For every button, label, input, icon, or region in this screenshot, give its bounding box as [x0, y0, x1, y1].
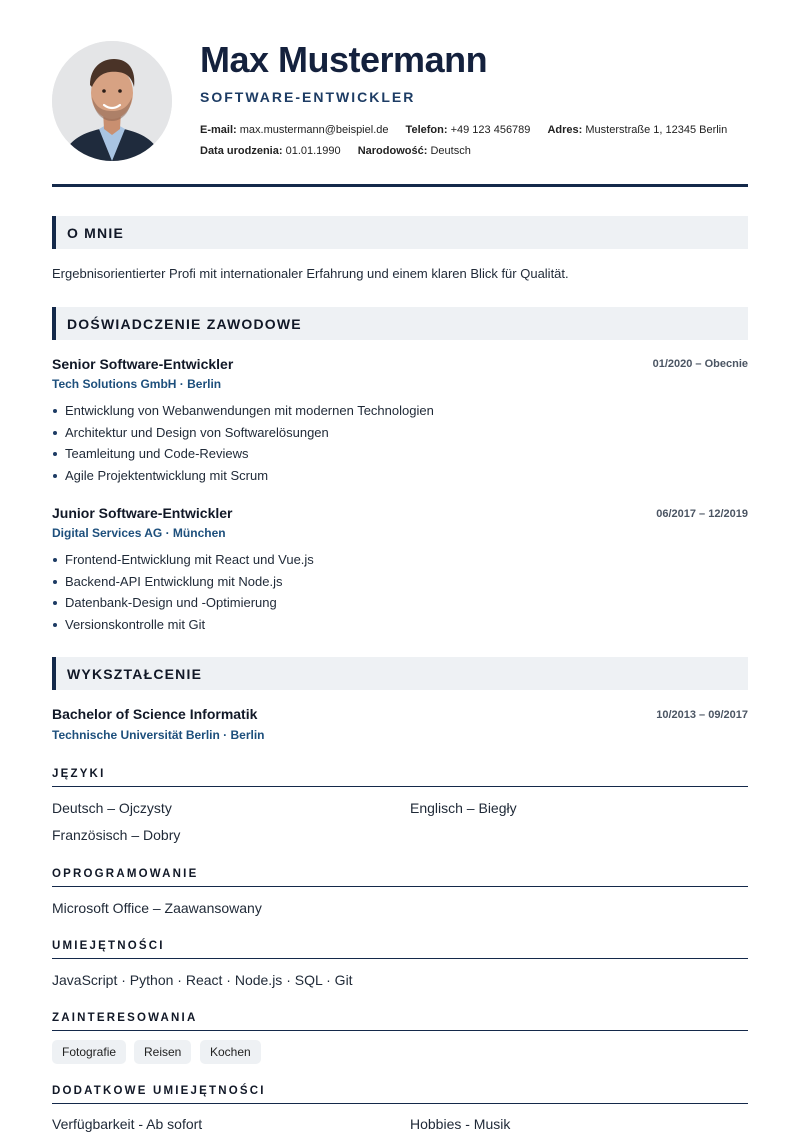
job-company: Digital Services AG · München — [52, 526, 226, 540]
contact-label: Data urodzenia: — [200, 145, 283, 157]
contact-value: 01.01.1990 — [285, 145, 341, 157]
section-title: DOŚWIADCZENIE ZAWODOWE — [67, 316, 302, 332]
section-additional — [52, 1085, 748, 1104]
skills-text: JavaScript · Python · React · Node.js · SQL · Git — [52, 972, 353, 988]
section-education — [52, 657, 748, 690]
candidate-role: SOFTWARE-ENTWICKLER — [200, 89, 416, 105]
list-item: Teamleitung und Code-Reviews — [52, 446, 434, 468]
section-title: JĘZYKI — [52, 768, 106, 780]
job-date: 06/2017 – 12/2019 — [656, 508, 748, 520]
section-software — [52, 868, 748, 887]
cv-page — [52, 0, 748, 1132]
cv-header — [52, 0, 748, 188]
contact-address — [547, 124, 727, 137]
interest-tags — [52, 1040, 748, 1064]
section-title: DODATKOWE UMIEJĘTNOŚCI — [52, 1085, 266, 1097]
contact-value: max.mustermann@beispiel.de — [239, 124, 389, 136]
contact-value: Deutsch — [430, 145, 471, 157]
interest-tag: Fotografie — [52, 1040, 126, 1064]
contact-email — [200, 124, 388, 137]
education-school: Technische Universität Berlin · Berlin — [52, 728, 265, 742]
contact-label: E-mail: — [200, 124, 237, 136]
contact-row — [200, 145, 741, 166]
software-item: Microsoft Office – Zaawansowany — [52, 900, 262, 916]
about-text: Ergebnisorientierter Profi mit internationaler Erfahrung und einem klaren Blick für Qualität. — [52, 266, 569, 281]
job-title: Senior Software-Entwickler — [52, 356, 234, 372]
list-item: Versionskontrolle mit Git — [52, 617, 314, 639]
contact-info — [200, 124, 741, 166]
language-item: Englisch – Biegły — [410, 800, 517, 816]
section-title: OPROGRAMOWANIE — [52, 868, 199, 880]
list-item: Backend-API Entwicklung mit Node.js — [52, 574, 314, 596]
candidate-name: Max Mustermann — [200, 39, 488, 80]
job-title: Junior Software-Entwickler — [52, 505, 233, 521]
job-company: Tech Solutions GmbH · Berlin — [52, 377, 222, 391]
contact-value: +49 123 456789 — [450, 124, 531, 136]
contact-nationality — [358, 145, 471, 158]
list-item: Datenbank-Design und -Optimierung — [52, 595, 314, 617]
header-divider — [52, 184, 748, 187]
section-experience — [52, 307, 748, 340]
additional-item: Verfügbarkeit - Ab sofort — [52, 1116, 203, 1132]
list-item: Entwicklung von Webanwendungen mit modernen Technologien — [52, 403, 434, 425]
section-languages — [52, 768, 748, 787]
section-title: UMIEJĘTNOŚCI — [52, 940, 165, 952]
section-title: ZAINTERESOWANIA — [52, 1012, 198, 1024]
contact-value: Musterstraße 1, 12345 Berlin — [585, 124, 728, 136]
section-about — [52, 216, 748, 249]
list-item: Frontend-Entwicklung mit React und Vue.js — [52, 552, 314, 574]
education-date: 10/2013 – 09/2017 — [656, 709, 748, 721]
job-bullets — [52, 552, 314, 639]
contact-label: Adres: — [547, 124, 583, 136]
list-item: Architektur und Design von Softwarelösungen — [52, 425, 434, 447]
contact-row — [200, 124, 741, 145]
section-title: WYKSZTAŁCENIE — [67, 666, 203, 682]
contact-label: Telefon: — [405, 124, 448, 136]
education-title: Bachelor of Science Informatik — [52, 706, 258, 722]
section-skills — [52, 940, 748, 959]
additional-item: Hobbies - Musik — [410, 1116, 511, 1132]
contact-phone — [406, 124, 531, 137]
interest-tag: Kochen — [200, 1040, 261, 1064]
contact-label: Narodowość: — [357, 145, 428, 157]
list-item: Agile Projektentwicklung mit Scrum — [52, 468, 434, 490]
job-bullets — [52, 403, 434, 490]
contact-birthdate — [200, 145, 341, 158]
language-item: Französisch – Dobry — [52, 827, 181, 843]
job-date: 01/2020 – Obecnie — [652, 358, 748, 370]
avatar — [52, 41, 172, 161]
language-item: Deutsch – Ojczysty — [52, 800, 172, 816]
section-title: O MNIE — [67, 225, 124, 241]
section-interests — [52, 1012, 748, 1031]
interest-tag: Reisen — [134, 1040, 191, 1064]
